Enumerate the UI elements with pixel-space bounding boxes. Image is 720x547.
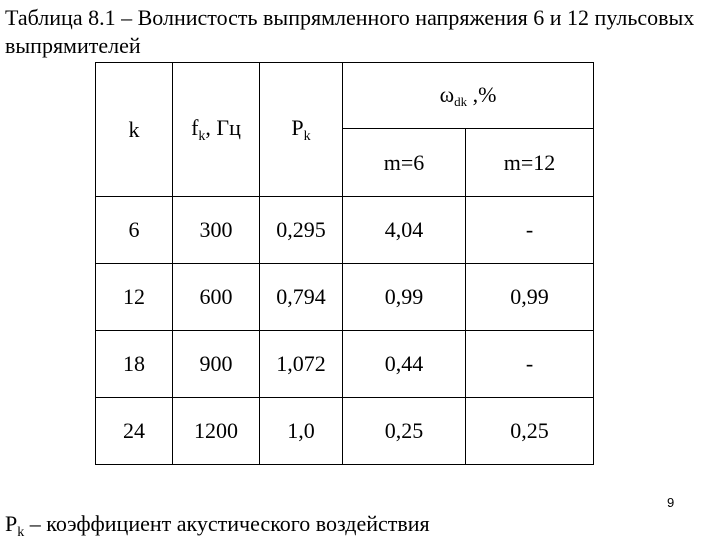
header-m6: m=6 [343,129,466,197]
table-row [96,264,594,331]
cell-fk: 300 [173,197,260,264]
header-k: k [96,63,173,197]
cell-fk: 1200 [173,398,260,465]
cell-m12: - [466,197,594,264]
cell-m12: 0,99 [466,264,594,331]
table-row [96,331,594,398]
cell-m6: 0,25 [343,398,466,465]
cell-k: 6 [96,197,173,264]
cell-m6: 4,04 [343,197,466,264]
table-caption: Таблица 8.1 – Волнистость выпрямленного напряжения 6 и 12 пульсовых выпрямителей [5,5,695,58]
cell-pk: 0,295 [260,197,343,264]
cell-m12: 0,25 [466,398,594,465]
cell-k: 12 [96,264,173,331]
cell-m6: 0,99 [343,264,466,331]
cell-k: 18 [96,331,173,398]
footnote: $P_k$ – коэффициент акустического воздействия [5,511,430,540]
cell-pk: 1,0 [260,398,343,465]
header-m12: m=12 [466,129,594,197]
header-frequency: $f_k$, Гц [173,63,260,197]
table-row [96,398,594,465]
cell-pk: 0,794 [260,264,343,331]
page-number: 9 [667,495,675,510]
header-ripple: ωdk ,% [343,63,594,129]
ripple-table [95,62,594,465]
cell-pk: 1,072 [260,331,343,398]
cell-k: 24 [96,398,173,465]
cell-m12: - [466,331,594,398]
cell-m6: 0,44 [343,331,466,398]
table-row [96,197,594,264]
header-pk: $P_k$ [260,63,343,197]
cell-fk: 600 [173,264,260,331]
cell-fk: 900 [173,331,260,398]
